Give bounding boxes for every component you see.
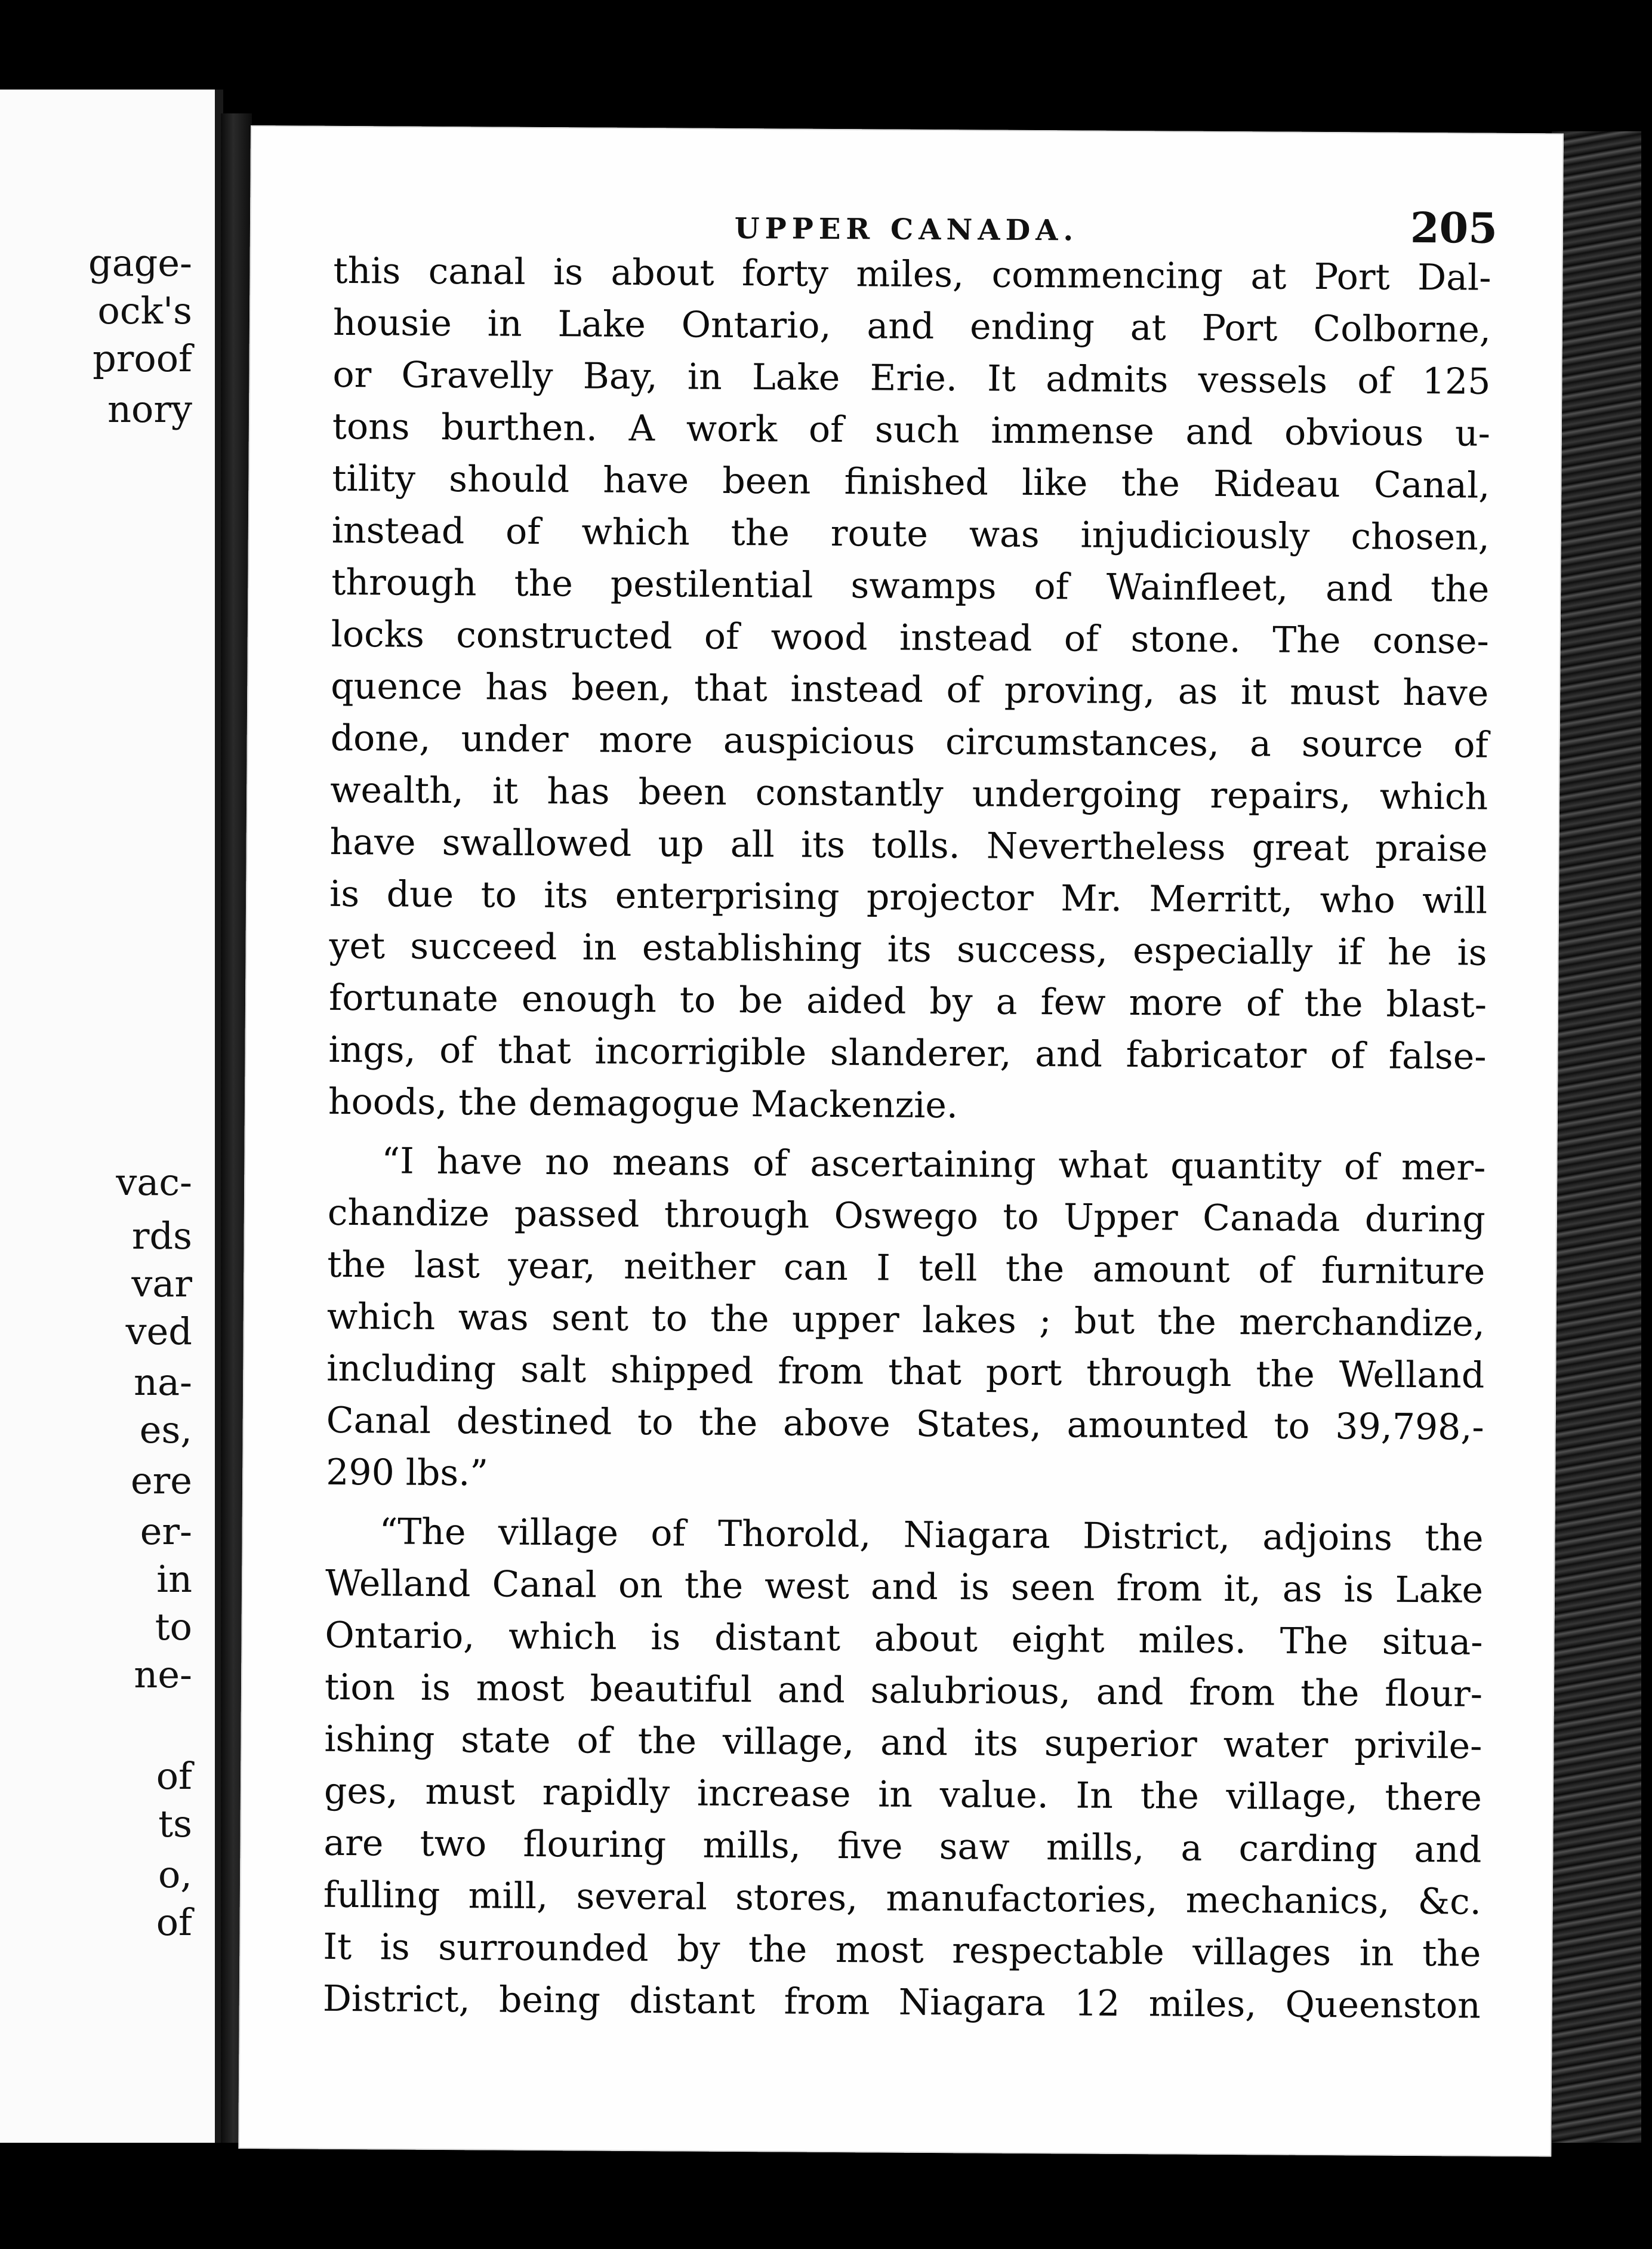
text-line: which was sent to the upper lakes ; but the merchandize,: [326, 1295, 1485, 1345]
fragment-line: ved: [125, 1310, 192, 1353]
text-line: District, being distant from Niagara 12 miles, Queenston: [322, 1977, 1481, 2027]
text-line: instead of which the route was injudiciously chosen,: [331, 509, 1490, 559]
fragment-line: of: [156, 1900, 192, 1944]
text-line: housie in Lake Ontario, and ending at Port Colborne,: [332, 301, 1491, 351]
text-line: 290 lbs.”: [326, 1451, 489, 1495]
text-line: are two flouring mills, five saw mills, a carding and: [323, 1822, 1482, 1871]
text-line: through the pestilential swamps of Wainfleet, and the: [331, 561, 1490, 611]
text-line: including salt shipped from that port through the Welland: [326, 1347, 1485, 1397]
fragment-line: ock's: [97, 289, 192, 332]
text-line: this canal is about forty miles, commencing at Port Dal-: [333, 249, 1491, 299]
fragment-line: to: [155, 1605, 192, 1649]
text-line: Canal destined to the above States, amounted to 39,798,-: [326, 1399, 1484, 1449]
text-line: yet succeed in establishing its success, especially if he is: [329, 925, 1487, 974]
facing-page-text-fragments: [0, 90, 203, 2143]
paragraph: [328, 245, 1491, 1135]
text-line: fortunate enough to be aided by a few more of the blast-: [328, 976, 1487, 1026]
text-line: Ontario, which is distant about eight miles. The situa-: [325, 1614, 1483, 1663]
text-line: hoods, the demagogue Mackenzie.: [328, 1080, 958, 1127]
paragraph: [323, 1506, 1484, 2032]
fragment-line: ts: [158, 1802, 192, 1846]
text-line: or Gravelly Bay, in Lake Erie. It admits vessels of 125: [332, 353, 1491, 403]
fragment-line: ere: [130, 1459, 192, 1502]
paragraph: [326, 1135, 1486, 1506]
text-line: have swallowed up all its tolls. Nevertheless great praise: [329, 821, 1488, 870]
text-line: done, under more auspicious circumstances, a source of: [330, 717, 1488, 766]
text-line: wealth, it has been constantly undergoing repairs, which: [329, 769, 1488, 818]
marbled-page-edge: [1552, 131, 1641, 2143]
text-line: “The village of Thorold, Niagara District, adjoins the: [379, 1511, 1484, 1560]
fragment-line: er-: [140, 1509, 192, 1553]
body-text: [323, 245, 1491, 2032]
fragment-line: nory: [107, 387, 192, 431]
text-line: is due to its enterprising projector Mr. Merritt, who will: [329, 873, 1488, 922]
text-line: fulling mill, several stores, manufactories, mechanics, &c.: [323, 1874, 1482, 1923]
page-number: 205: [1410, 202, 1498, 253]
text-line: the last year, neither can I tell the amount of furniture: [327, 1243, 1485, 1293]
running-head: UPPER CANADA.: [734, 211, 1079, 248]
fragment-line: gage-: [88, 241, 192, 285]
fragment-line: ne-: [134, 1653, 192, 1696]
text-line: ishing state of the village, and its superior water privile-: [324, 1718, 1483, 1767]
fragment-line: proof: [93, 337, 192, 380]
text-line: chandize passed through Oswego to Upper Canada during: [327, 1191, 1486, 1241]
text-line: “I have no means of ascertaining what quantity of mer-: [381, 1140, 1486, 1189]
text-line: It is surrounded by the most respectable villages in the: [323, 1925, 1481, 1975]
facing-page-left: [0, 90, 223, 2143]
text-line: locks constructed of wood instead of stone. The conse-: [331, 613, 1489, 663]
book-page: [238, 125, 1564, 2156]
text-line: ges, must rapidly increase in value. In the village, there: [323, 1770, 1483, 1819]
text-line: quence has been, that instead of proving, as it must have: [331, 665, 1489, 714]
fragment-line: es,: [139, 1408, 192, 1452]
text-line: tion is most beautiful and salubrious, and from the flour-: [324, 1666, 1483, 1715]
fragment-line: of: [156, 1754, 192, 1798]
text-line: ings, of that incorrigible slanderer, and fabricator of false-: [328, 1028, 1487, 1078]
fragment-line: in: [156, 1557, 192, 1601]
fragment-line: vac-: [116, 1160, 192, 1204]
text-line: tility should have been finished like the Rideau Canal,: [332, 457, 1490, 507]
text-line: tons burthen. A work of such immense and obvious u-: [332, 405, 1491, 455]
fragment-line: var: [131, 1262, 192, 1305]
fragment-line: o,: [158, 1853, 192, 1896]
fragment-line: rds: [131, 1214, 192, 1258]
fragment-line: na-: [134, 1360, 192, 1404]
text-line: Welland Canal on the west and is seen from it, as is Lake: [325, 1562, 1484, 1612]
